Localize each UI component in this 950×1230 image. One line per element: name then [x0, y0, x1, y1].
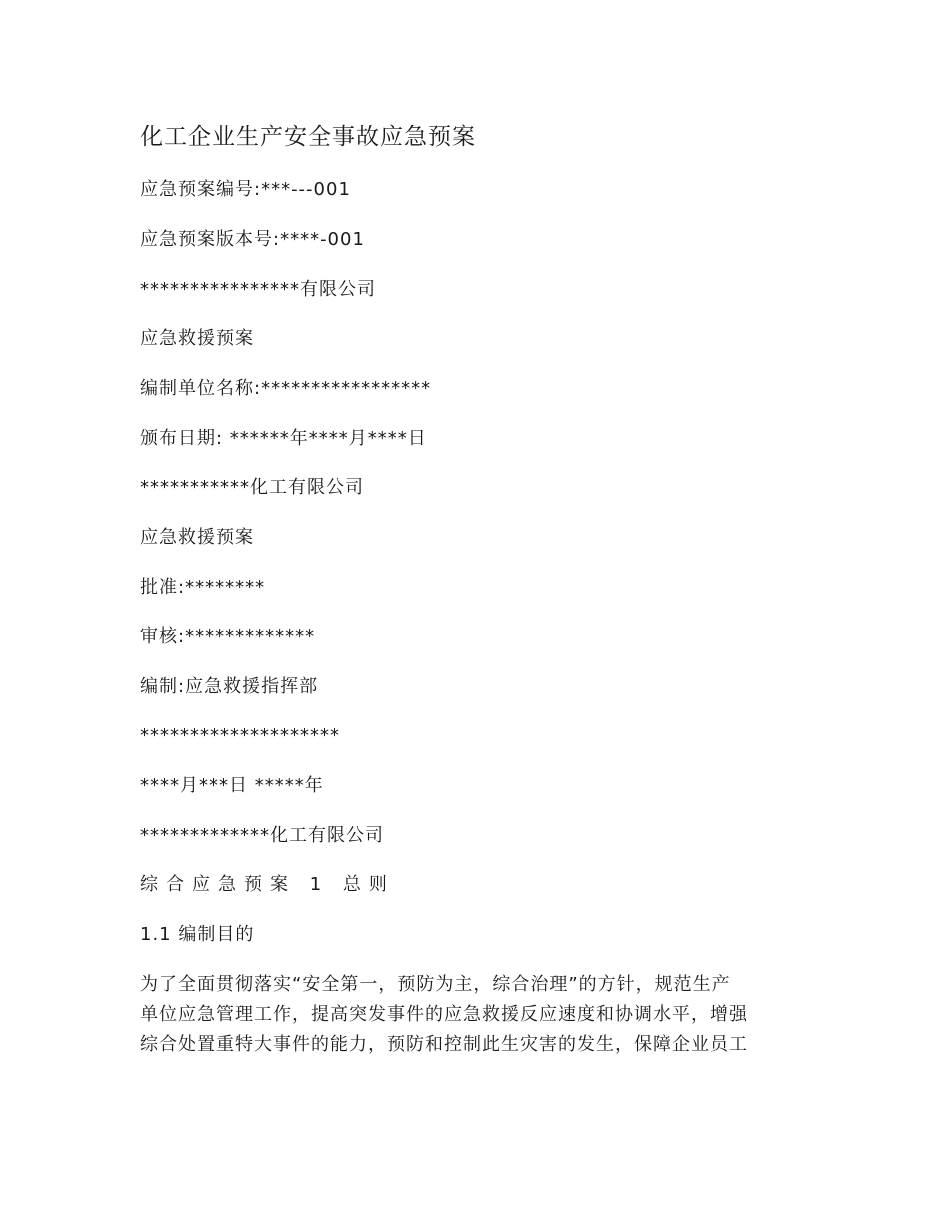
document-title: 化工企业生产安全事故应急预案: [140, 124, 476, 150]
footer-company-name: *************化工有限公司: [140, 825, 384, 846]
section-heading: 综合应急预案 1 总则: [140, 874, 395, 895]
plan-type-second: 应急救援预案: [140, 527, 254, 548]
release-date: 颁布日期: ******年****月****日: [140, 428, 427, 449]
approved-by: 批准:********: [140, 577, 266, 598]
paragraph-line: 为了全面贯彻落实“安全第一，预防为主，综合治理”的方针，规范生产: [140, 974, 731, 995]
paragraph-line: 综合处置重特大事件的能力，预防和控制此生灾害的发生，保障企业员工: [140, 1034, 748, 1055]
masked-line: ********************: [140, 725, 340, 746]
plan-version: 应急预案版本号:****-001: [140, 229, 365, 250]
subsection-heading: 1.1 编制目的: [140, 924, 255, 945]
company-name: ****************有限公司: [140, 279, 376, 300]
masked-date: ****月***日 *****年: [140, 775, 324, 796]
compiling-unit: 编制单位名称:*****************: [140, 378, 432, 399]
paragraph-line: 单位应急管理工作，提高突发事件的应急救援反应速度和协调水平，增强: [140, 1004, 748, 1025]
plan-number: 应急预案编号:***---001: [140, 179, 351, 200]
body-paragraph: [140, 970, 815, 1060]
plan-type: 应急救援预案: [140, 328, 254, 349]
compiled-by: 编制:应急救援指挥部: [140, 676, 319, 697]
reviewed-by: 审核:*************: [140, 626, 316, 647]
chemical-company-name: ***********化工有限公司: [140, 477, 364, 498]
